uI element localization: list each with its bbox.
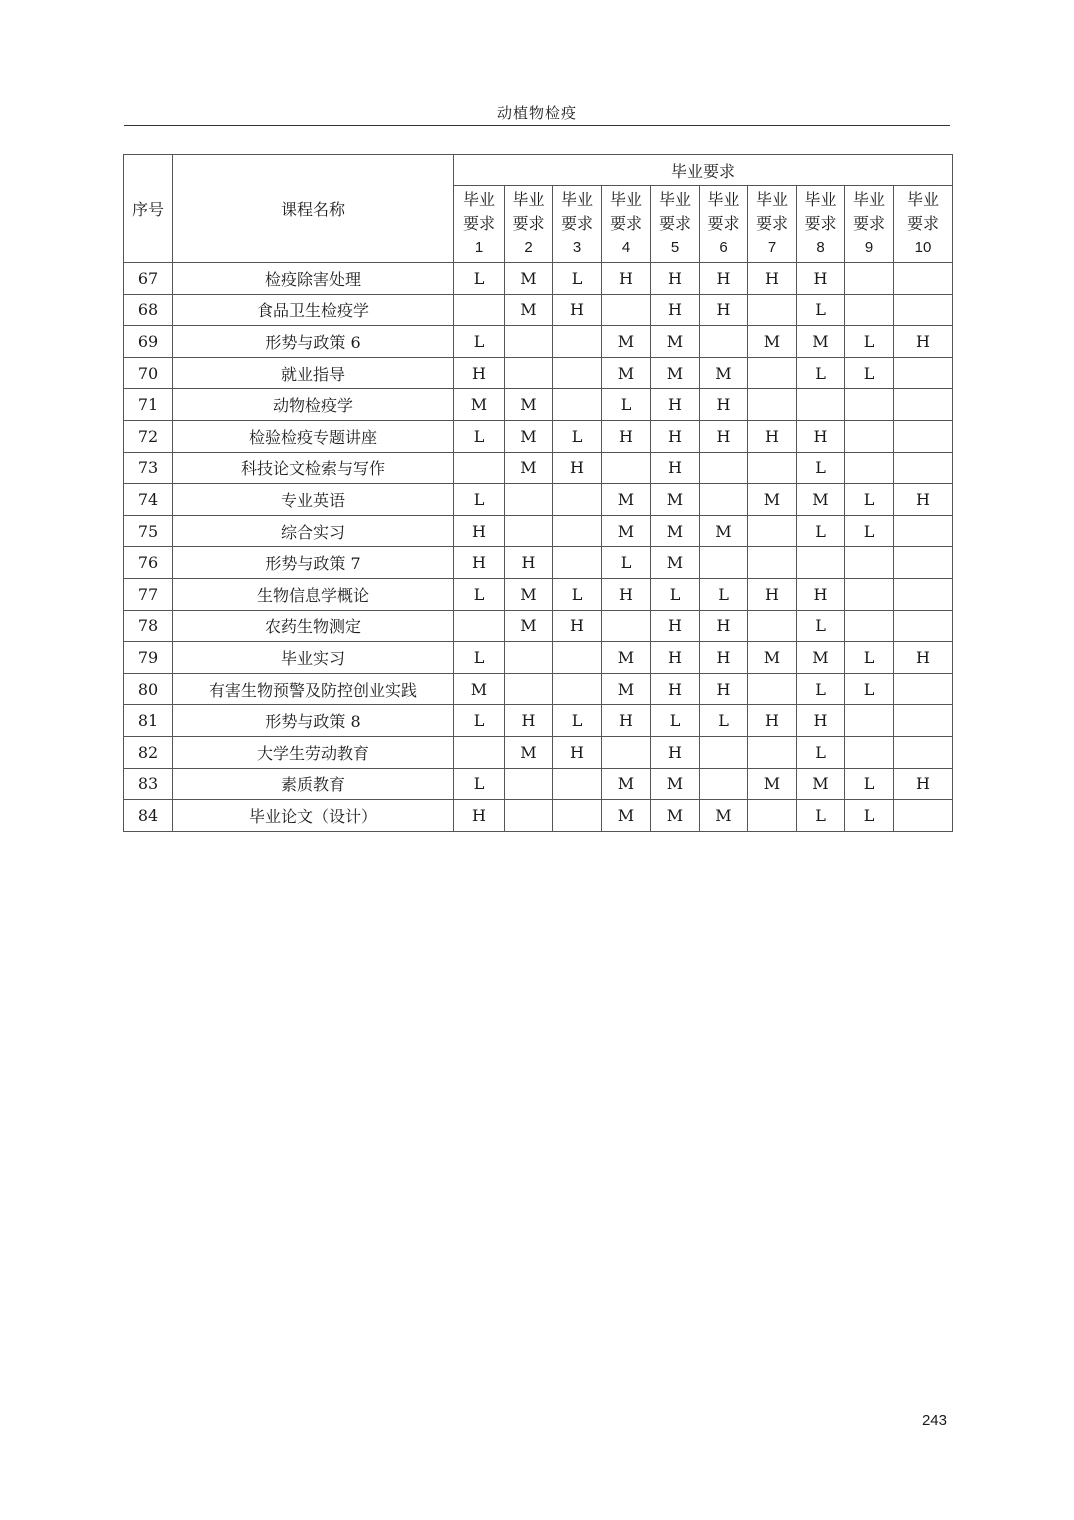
- requirement-level-cell: [894, 294, 953, 326]
- row-number: 70: [124, 357, 173, 389]
- requirement-level-cell: L: [797, 736, 845, 768]
- requirement-level-cell: [505, 484, 553, 516]
- requirement-level-cell: M: [651, 547, 700, 579]
- requirement-level-cell: [553, 484, 602, 516]
- requirement-level-cell: L: [797, 515, 845, 547]
- course-name: 形势与政策 7: [173, 547, 454, 579]
- requirement-level-cell: H: [748, 705, 797, 737]
- requirement-label-line: 要求: [755, 214, 788, 233]
- requirement-level-cell: L: [454, 420, 505, 452]
- requirement-label-line: 毕业: [804, 190, 837, 209]
- course-name: 素质教育: [173, 768, 454, 800]
- requirement-level-cell: [894, 452, 953, 484]
- requirement-level-cell: [748, 389, 797, 421]
- table-row: [124, 768, 953, 800]
- requirement-label-line: 要求: [907, 214, 940, 233]
- requirement-level-cell: H: [700, 642, 748, 674]
- requirement-level-cell: [894, 673, 953, 705]
- requirement-label-line: 要求: [852, 214, 885, 233]
- requirement-label-line: 要求: [560, 214, 593, 233]
- table-row: [124, 705, 953, 737]
- requirement-level-cell: H: [894, 768, 953, 800]
- header-seq: 序号: [124, 155, 173, 263]
- requirement-level-cell: [845, 736, 894, 768]
- table-row: [124, 263, 953, 295]
- requirement-level-cell: [505, 768, 553, 800]
- row-number: 71: [124, 389, 173, 421]
- row-number: 75: [124, 515, 173, 547]
- requirement-level-cell: L: [454, 326, 505, 358]
- row-number: 68: [124, 294, 173, 326]
- requirement-label-line: 3: [572, 239, 582, 256]
- requirement-level-cell: L: [553, 705, 602, 737]
- requirement-level-cell: H: [700, 389, 748, 421]
- requirement-level-cell: [700, 768, 748, 800]
- requirement-level-cell: L: [700, 578, 748, 610]
- requirement-level-cell: L: [651, 705, 700, 737]
- requirement-level-cell: [845, 705, 894, 737]
- requirement-level-cell: [748, 547, 797, 579]
- requirement-level-cell: M: [651, 484, 700, 516]
- course-name: 检验检疫专题讲座: [173, 420, 454, 452]
- requirement-label-line: 毕业: [658, 190, 691, 209]
- requirement-level-cell: [602, 294, 651, 326]
- requirement-level-cell: L: [602, 389, 651, 421]
- requirement-level-cell: L: [797, 294, 845, 326]
- row-number: 74: [124, 484, 173, 516]
- requirement-label-line: 要求: [658, 214, 691, 233]
- course-name: 大学生劳动教育: [173, 736, 454, 768]
- header-requirement-6: [700, 186, 748, 263]
- requirement-level-cell: H: [553, 452, 602, 484]
- requirement-label-line: 2: [524, 239, 533, 256]
- requirement-level-cell: H: [748, 420, 797, 452]
- requirement-level-cell: [748, 673, 797, 705]
- requirement-level-cell: L: [454, 578, 505, 610]
- header-requirement-7: [748, 186, 797, 263]
- requirement-level-cell: H: [651, 642, 700, 674]
- requirement-level-cell: [454, 610, 505, 642]
- requirement-level-cell: [454, 452, 505, 484]
- requirement-level-cell: L: [454, 768, 505, 800]
- requirement-level-cell: [748, 357, 797, 389]
- requirement-level-cell: [602, 610, 651, 642]
- header-rule: [124, 125, 950, 126]
- table-row: [124, 642, 953, 674]
- requirement-level-cell: M: [505, 420, 553, 452]
- table-row: [124, 420, 953, 452]
- requirement-level-cell: [700, 736, 748, 768]
- requirement-level-cell: [748, 610, 797, 642]
- requirement-label-line: 毕业: [707, 190, 740, 209]
- requirement-level-cell: M: [700, 800, 748, 832]
- requirement-level-cell: [553, 515, 602, 547]
- header-course-name: 课程名称: [173, 155, 454, 263]
- row-number: 69: [124, 326, 173, 358]
- requirement-level-cell: H: [553, 736, 602, 768]
- requirement-level-cell: H: [454, 357, 505, 389]
- requirement-level-cell: M: [454, 673, 505, 705]
- requirement-label-line: 4: [621, 239, 631, 256]
- requirement-level-cell: M: [505, 578, 553, 610]
- requirement-level-cell: [505, 800, 553, 832]
- row-number: 82: [124, 736, 173, 768]
- requirement-level-cell: M: [602, 515, 651, 547]
- requirement-level-cell: [700, 547, 748, 579]
- requirement-level-cell: [505, 357, 553, 389]
- requirement-label-line: 要求: [804, 214, 837, 233]
- running-header-title: 动植物检疫: [496, 104, 577, 122]
- row-number: 67: [124, 263, 173, 295]
- requirement-level-cell: [454, 736, 505, 768]
- requirement-level-cell: [845, 547, 894, 579]
- header-requirement-10: [894, 186, 953, 263]
- requirement-level-cell: [894, 420, 953, 452]
- requirement-level-cell: H: [651, 389, 700, 421]
- requirement-level-cell: H: [894, 642, 953, 674]
- requirement-label-line: 毕业: [755, 190, 788, 209]
- requirement-level-cell: H: [651, 263, 700, 295]
- requirement-level-cell: [894, 800, 953, 832]
- header-requirement-8: [797, 186, 845, 263]
- table-row: [124, 515, 953, 547]
- requirement-level-cell: H: [553, 294, 602, 326]
- row-number: 78: [124, 610, 173, 642]
- requirement-level-cell: [700, 484, 748, 516]
- requirement-level-cell: H: [651, 610, 700, 642]
- requirement-level-cell: L: [700, 705, 748, 737]
- course-name: 检疫除害处理: [173, 263, 454, 295]
- requirement-level-cell: H: [505, 547, 553, 579]
- requirement-level-cell: L: [797, 357, 845, 389]
- requirement-label-line: 毕业: [512, 190, 545, 209]
- requirement-level-cell: [894, 515, 953, 547]
- requirement-level-cell: M: [602, 768, 651, 800]
- requirement-label-line: 8: [816, 239, 825, 256]
- requirement-level-cell: L: [797, 452, 845, 484]
- requirement-level-cell: [553, 357, 602, 389]
- requirement-level-cell: [748, 736, 797, 768]
- requirement-label-line: 毕业: [609, 190, 642, 209]
- requirement-label-line: 毕业: [560, 190, 593, 209]
- row-number: 79: [124, 642, 173, 674]
- requirement-level-cell: [845, 294, 894, 326]
- header-requirement-4: [602, 186, 651, 263]
- requirement-level-cell: L: [454, 263, 505, 295]
- requirement-level-cell: [553, 326, 602, 358]
- requirement-label-line: 10: [914, 239, 932, 256]
- requirement-label-line: 9: [864, 239, 874, 256]
- requirement-level-cell: [894, 736, 953, 768]
- course-name: 科技论文检索与写作: [173, 452, 454, 484]
- row-number: 72: [124, 420, 173, 452]
- requirement-label-line: 要求: [707, 214, 740, 233]
- requirement-level-cell: M: [651, 357, 700, 389]
- requirement-level-cell: L: [845, 357, 894, 389]
- requirement-level-cell: [748, 800, 797, 832]
- requirement-level-cell: M: [602, 642, 651, 674]
- requirement-level-cell: H: [894, 326, 953, 358]
- requirement-level-cell: H: [651, 452, 700, 484]
- requirement-level-cell: [894, 263, 953, 295]
- requirement-level-cell: [602, 452, 651, 484]
- requirement-label-line: 要求: [609, 214, 642, 233]
- requirement-level-cell: [748, 452, 797, 484]
- course-name: 综合实习: [173, 515, 454, 547]
- requirement-level-cell: H: [505, 705, 553, 737]
- requirement-level-cell: L: [845, 515, 894, 547]
- course-name: 就业指导: [173, 357, 454, 389]
- requirement-level-cell: [553, 673, 602, 705]
- requirement-level-cell: H: [797, 705, 845, 737]
- requirement-label-line: 6: [719, 239, 728, 256]
- requirement-level-cell: M: [602, 326, 651, 358]
- requirement-level-cell: H: [700, 263, 748, 295]
- table-row: [124, 389, 953, 421]
- requirement-level-cell: [553, 768, 602, 800]
- course-name: 毕业论文（设计）: [173, 800, 454, 832]
- requirement-level-cell: [602, 736, 651, 768]
- requirement-label-line: 5: [670, 239, 680, 256]
- requirement-level-cell: H: [602, 420, 651, 452]
- requirement-level-cell: [797, 547, 845, 579]
- row-number: 77: [124, 578, 173, 610]
- requirement-level-cell: [845, 420, 894, 452]
- table-row: [124, 547, 953, 579]
- requirement-level-cell: M: [797, 484, 845, 516]
- requirement-level-cell: M: [651, 768, 700, 800]
- requirement-label-line: 毕业: [907, 190, 940, 209]
- table-row: [124, 736, 953, 768]
- requirement-level-cell: H: [748, 578, 797, 610]
- requirement-label-line: 毕业: [852, 190, 885, 209]
- course-name: 生物信息学概论: [173, 578, 454, 610]
- table-row: [124, 578, 953, 610]
- row-number: 73: [124, 452, 173, 484]
- requirement-level-cell: [845, 263, 894, 295]
- requirement-level-cell: M: [797, 326, 845, 358]
- requirement-level-cell: M: [748, 768, 797, 800]
- requirement-level-cell: L: [845, 800, 894, 832]
- requirement-label-line: 7: [767, 239, 777, 256]
- requirement-level-cell: M: [505, 610, 553, 642]
- requirement-level-cell: L: [845, 326, 894, 358]
- requirement-level-cell: [553, 389, 602, 421]
- requirement-level-cell: H: [894, 484, 953, 516]
- table-row: [124, 673, 953, 705]
- row-number: 81: [124, 705, 173, 737]
- requirement-level-cell: M: [651, 326, 700, 358]
- table-row: [124, 357, 953, 389]
- requirement-level-cell: [748, 294, 797, 326]
- requirement-level-cell: M: [602, 673, 651, 705]
- requirement-level-cell: [700, 452, 748, 484]
- course-name: 毕业实习: [173, 642, 454, 674]
- requirement-level-cell: L: [845, 484, 894, 516]
- header-requirement-2: [505, 186, 553, 263]
- requirement-level-cell: H: [797, 420, 845, 452]
- requirement-level-cell: [845, 452, 894, 484]
- course-name: 形势与政策 8: [173, 705, 454, 737]
- requirement-level-cell: [797, 389, 845, 421]
- requirement-level-cell: H: [700, 610, 748, 642]
- requirement-label-line: 1: [474, 239, 484, 256]
- requirement-level-cell: L: [454, 484, 505, 516]
- row-number: 76: [124, 547, 173, 579]
- course-name: 有害生物预警及防控创业实践: [173, 673, 454, 705]
- requirement-level-cell: L: [454, 705, 505, 737]
- requirement-level-cell: L: [553, 420, 602, 452]
- requirement-level-cell: M: [505, 263, 553, 295]
- requirement-level-cell: [505, 673, 553, 705]
- requirement-level-cell: H: [700, 673, 748, 705]
- requirement-level-cell: H: [602, 705, 651, 737]
- requirement-level-cell: H: [748, 263, 797, 295]
- course-name: 形势与政策 6: [173, 326, 454, 358]
- requirement-level-cell: M: [602, 800, 651, 832]
- requirement-level-cell: M: [505, 452, 553, 484]
- requirement-level-cell: M: [454, 389, 505, 421]
- requirement-level-cell: H: [651, 673, 700, 705]
- requirement-level-cell: L: [845, 673, 894, 705]
- requirement-level-cell: H: [454, 800, 505, 832]
- requirement-level-cell: [845, 389, 894, 421]
- requirement-level-cell: H: [651, 294, 700, 326]
- requirement-level-cell: [894, 705, 953, 737]
- requirement-level-cell: M: [797, 642, 845, 674]
- requirement-label-line: 要求: [512, 214, 545, 233]
- requirement-level-cell: H: [553, 610, 602, 642]
- requirement-level-cell: H: [454, 515, 505, 547]
- requirement-level-cell: M: [700, 357, 748, 389]
- course-name: 食品卫生检疫学: [173, 294, 454, 326]
- requirement-level-cell: [505, 515, 553, 547]
- row-number: 80: [124, 673, 173, 705]
- requirement-level-cell: L: [602, 547, 651, 579]
- requirement-level-cell: [894, 389, 953, 421]
- requirement-level-cell: H: [700, 294, 748, 326]
- header-requirement-1: [454, 186, 505, 263]
- header-requirement-3: [553, 186, 602, 263]
- requirement-level-cell: [553, 800, 602, 832]
- requirement-level-cell: M: [651, 515, 700, 547]
- requirement-level-cell: [505, 642, 553, 674]
- requirement-level-cell: M: [700, 515, 748, 547]
- requirement-level-cell: [700, 326, 748, 358]
- requirement-level-cell: M: [748, 326, 797, 358]
- requirement-level-cell: [894, 578, 953, 610]
- requirement-level-cell: L: [651, 578, 700, 610]
- requirement-level-cell: H: [602, 578, 651, 610]
- table-row: [124, 800, 953, 832]
- requirement-label-line: 要求: [462, 214, 495, 233]
- header-requirement-5: [651, 186, 700, 263]
- requirement-level-cell: L: [553, 578, 602, 610]
- requirement-level-cell: L: [845, 768, 894, 800]
- table-row: [124, 326, 953, 358]
- row-number: 84: [124, 800, 173, 832]
- requirement-level-cell: [894, 357, 953, 389]
- course-name: 农药生物测定: [173, 610, 454, 642]
- requirement-level-cell: L: [454, 642, 505, 674]
- requirement-level-cell: H: [797, 578, 845, 610]
- requirement-label-line: 毕业: [462, 190, 495, 209]
- table-row: [124, 452, 953, 484]
- requirement-level-cell: M: [748, 642, 797, 674]
- table-row: [124, 610, 953, 642]
- table-row: [124, 484, 953, 516]
- requirement-level-cell: [845, 578, 894, 610]
- requirement-level-cell: M: [505, 294, 553, 326]
- requirement-level-cell: H: [700, 420, 748, 452]
- requirement-level-cell: L: [797, 800, 845, 832]
- requirement-level-cell: [845, 610, 894, 642]
- requirement-level-cell: M: [602, 357, 651, 389]
- requirement-level-cell: L: [553, 263, 602, 295]
- course-name: 专业英语: [173, 484, 454, 516]
- requirement-level-cell: [894, 547, 953, 579]
- requirement-level-cell: [894, 610, 953, 642]
- requirement-level-cell: H: [602, 263, 651, 295]
- requirement-level-cell: L: [797, 673, 845, 705]
- requirement-level-cell: M: [748, 484, 797, 516]
- requirement-level-cell: [553, 642, 602, 674]
- requirement-level-cell: M: [602, 484, 651, 516]
- course-name: 动物检疫学: [173, 389, 454, 421]
- requirement-level-cell: L: [797, 610, 845, 642]
- page-number: 243: [921, 1412, 947, 1429]
- requirement-level-cell: M: [797, 768, 845, 800]
- requirement-level-cell: M: [505, 736, 553, 768]
- header-requirements-group: 毕业要求: [454, 155, 953, 186]
- requirement-level-cell: [553, 547, 602, 579]
- requirement-level-cell: [505, 326, 553, 358]
- requirement-level-cell: H: [651, 420, 700, 452]
- requirement-level-cell: M: [651, 800, 700, 832]
- header-requirement-9: [845, 186, 894, 263]
- table-row: [124, 294, 953, 326]
- course-requirement-matrix: [123, 154, 953, 832]
- row-number: 83: [124, 768, 173, 800]
- requirement-level-cell: H: [651, 736, 700, 768]
- requirement-level-cell: [454, 294, 505, 326]
- requirement-level-cell: H: [797, 263, 845, 295]
- requirement-level-cell: L: [845, 642, 894, 674]
- requirement-level-cell: M: [505, 389, 553, 421]
- requirement-level-cell: [748, 515, 797, 547]
- requirement-level-cell: H: [454, 547, 505, 579]
